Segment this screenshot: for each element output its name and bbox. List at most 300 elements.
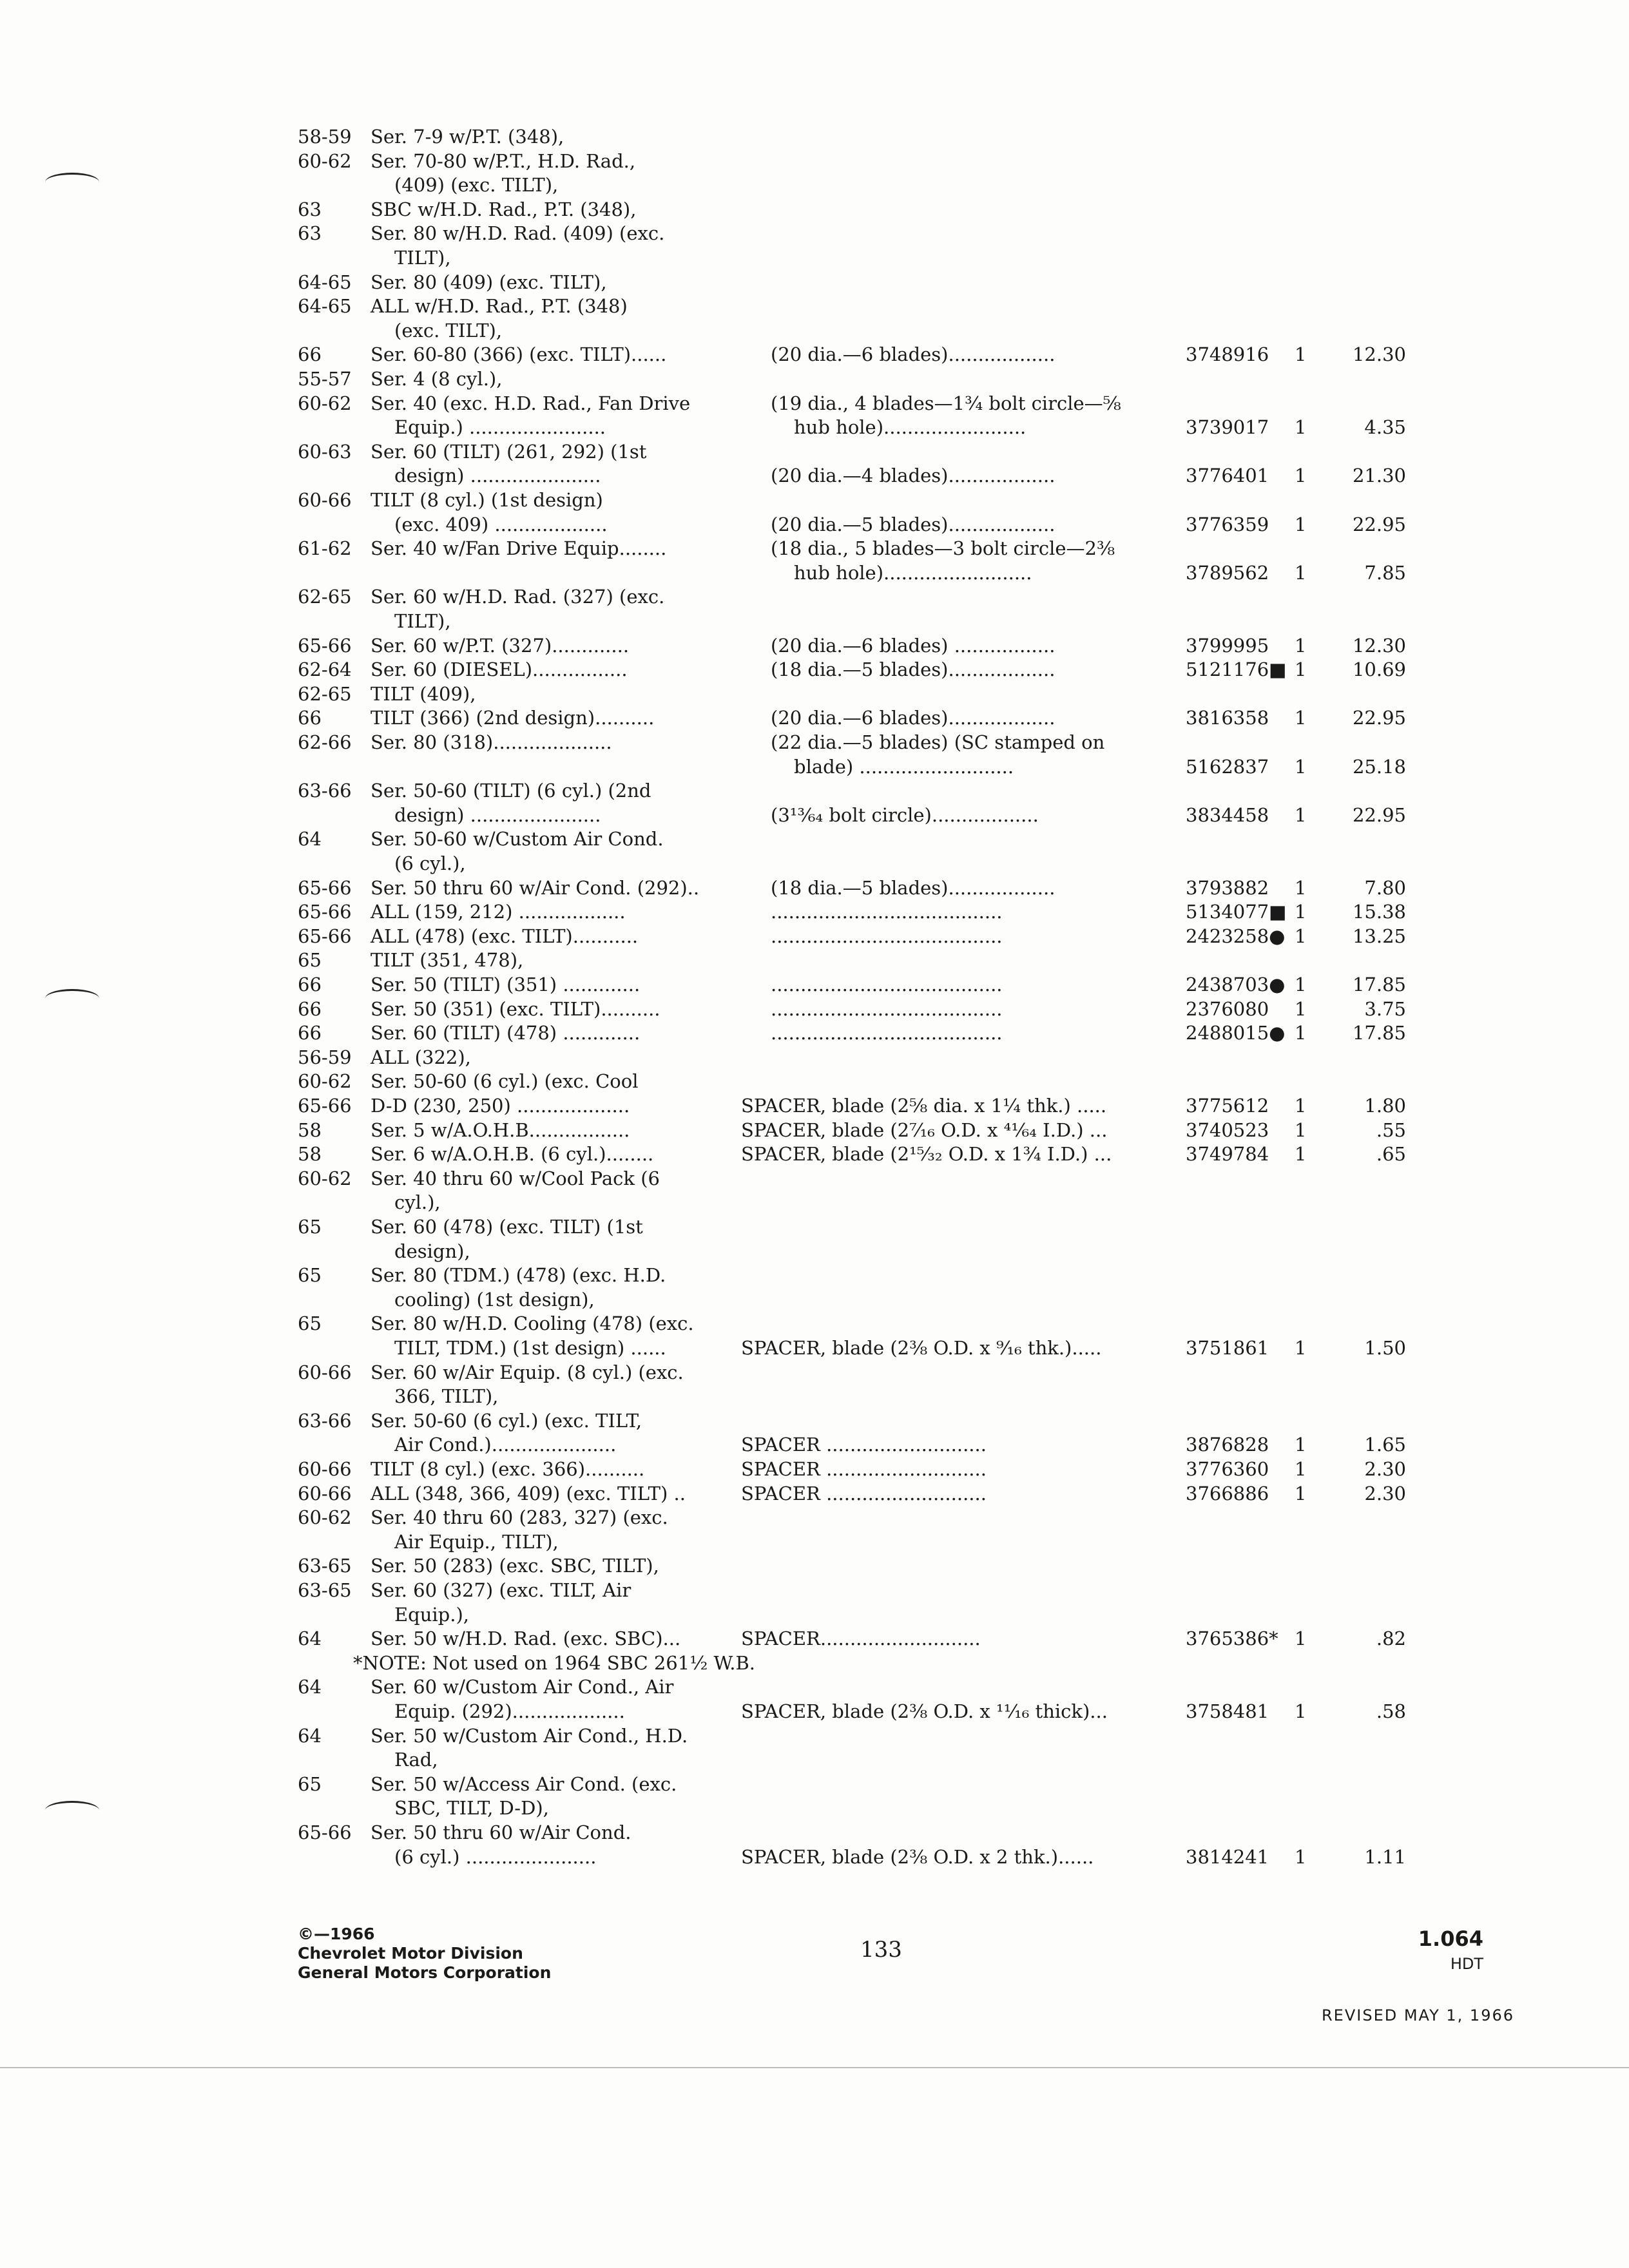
application: Ser. 60 w/P.T. (327).............: [371, 634, 630, 657]
model-years: 60-66: [298, 1361, 352, 1383]
parts-row: [0, 1239, 1629, 1264]
list-price: .58: [1376, 1700, 1406, 1722]
part-number: 2423258●: [1186, 925, 1286, 947]
part-description: SPACER ...........................: [741, 1482, 987, 1504]
list-price: 17.85: [1352, 974, 1406, 995]
parts-row: [0, 1408, 1629, 1433]
quantity: 1: [1295, 343, 1307, 366]
application: (exc. TILT),: [394, 319, 503, 341]
model-years: 65-66: [298, 925, 352, 947]
list-price: 22.95: [1352, 707, 1406, 729]
model-years: 66: [298, 1022, 322, 1044]
parts-row: [0, 1675, 1629, 1699]
part-number: 3834458: [1186, 803, 1269, 826]
application: Ser. 4 (8 cyl.),: [371, 368, 503, 390]
parts-row: [0, 1384, 1629, 1408]
model-years: 65-66: [298, 876, 352, 899]
model-years: 63-66: [298, 1409, 352, 1432]
application: Ser. 50 (351) (exc. TILT)..........: [371, 997, 660, 1020]
part-description: SPACER ...........................: [741, 1434, 987, 1456]
quantity: 1: [1295, 1095, 1307, 1117]
parts-row: [0, 512, 1629, 537]
list-price: 15.38: [1352, 901, 1406, 923]
part-number: 3816358: [1186, 707, 1269, 729]
part-description: blade) ..........................: [794, 755, 1014, 778]
model-years: 58: [298, 1143, 322, 1166]
application: 366, TILT),: [394, 1385, 499, 1408]
parts-row: [0, 245, 1629, 270]
part-number: 2438703●: [1186, 974, 1286, 995]
section-code: HDT: [1450, 1955, 1483, 1973]
quantity: 1: [1295, 561, 1307, 584]
application: Ser. 50-60 (6 cyl.) (exc. TILT,: [371, 1409, 642, 1432]
parts-row: [0, 173, 1629, 197]
model-years: 65: [298, 1773, 322, 1795]
parts-row: [0, 972, 1629, 997]
parts-row: [0, 1336, 1629, 1360]
application: design) ......................: [394, 465, 601, 487]
list-price: 25.18: [1352, 755, 1406, 778]
part-description: .......................................: [771, 974, 1003, 995]
parts-row: [0, 851, 1629, 876]
application: ALL (348, 366, 409) (exc. TILT) ..: [371, 1482, 686, 1504]
list-price: 13.25: [1352, 925, 1406, 947]
parts-row: [0, 415, 1629, 439]
application: Ser. 5 w/A.O.H.B.................: [371, 1119, 630, 1141]
parts-row: [0, 1190, 1629, 1215]
part-description: SPACER...........................: [741, 1628, 981, 1650]
part-number: 3799995: [1186, 634, 1269, 657]
division-name: Chevrolet Motor Division: [298, 1944, 523, 1963]
quantity: 1: [1295, 901, 1307, 923]
application: Ser. 50 w/Access Air Cond. (exc.: [371, 1773, 677, 1795]
parts-row: [0, 682, 1629, 706]
part-description: hub hole).........................: [794, 561, 1032, 584]
part-number: 2488015●: [1186, 1022, 1286, 1044]
parts-row: [0, 1021, 1629, 1045]
application: TILT (409),: [371, 682, 476, 705]
application: design),: [394, 1240, 470, 1262]
model-years: 65-66: [298, 634, 352, 657]
application: cooling) (1st design),: [394, 1288, 595, 1311]
part-description: SPACER, blade (2⅜ O.D. x ¹¹⁄₁₆ thick)...: [741, 1700, 1108, 1722]
parts-row: [0, 1215, 1629, 1239]
parts-row: [0, 439, 1629, 464]
part-description: (20 dia.—6 blades)..................: [771, 343, 1055, 366]
part-description: .......................................: [771, 997, 1003, 1020]
parts-row: [0, 924, 1629, 948]
model-years: 62-65: [298, 586, 352, 608]
quantity: 1: [1295, 1022, 1307, 1044]
model-years: 61-62: [298, 537, 352, 560]
parts-row: [0, 997, 1629, 1021]
copyright: ©—1966: [298, 1925, 375, 1943]
model-years: 65: [298, 1312, 322, 1335]
parts-row: [0, 1118, 1629, 1142]
parts-row: [0, 1820, 1629, 1845]
parts-row: [0, 633, 1629, 658]
parts-row: [0, 827, 1629, 851]
application: Ser. 50-60 (TILT) (6 cyl.) (2nd: [371, 780, 651, 802]
application: Ser. 60 w/H.D. Rad. (327) (exc.: [371, 586, 665, 608]
parts-row: [0, 1772, 1629, 1796]
quantity: 1: [1295, 925, 1307, 947]
application: Ser. 80 (409) (exc. TILT),: [371, 271, 607, 293]
quantity: 1: [1295, 1119, 1307, 1141]
page-bottom-rule: [0, 2067, 1629, 2068]
part-number: 2376080: [1186, 997, 1269, 1020]
model-years: 63: [298, 222, 322, 245]
quantity: 1: [1295, 707, 1307, 729]
model-years: 60-66: [298, 1482, 352, 1504]
list-price: 2.30: [1364, 1458, 1406, 1480]
parts-row: [0, 1093, 1629, 1118]
part-number: 3814241: [1186, 1845, 1269, 1868]
parts-row: [0, 221, 1629, 245]
application: TILT (366) (2nd design)..........: [371, 707, 655, 729]
model-years: 62-65: [298, 682, 352, 705]
model-years: 62-64: [298, 658, 352, 681]
part-description: (22 dia.—5 blades) (SC stamped on: [771, 731, 1105, 753]
application: TILT),: [394, 610, 451, 632]
model-years: 58: [298, 1119, 322, 1141]
model-years: 66: [298, 974, 322, 995]
application: Ser. 50 (TILT) (351) .............: [371, 974, 641, 995]
part-number: 3739017: [1186, 416, 1269, 439]
parts-row: [0, 584, 1629, 609]
model-years: 66: [298, 707, 322, 729]
parts-row: [0, 1699, 1629, 1724]
model-years: 60-62: [298, 392, 352, 414]
part-number: 5162837: [1186, 755, 1269, 778]
list-price: .55: [1376, 1119, 1406, 1141]
part-number: 3876828: [1186, 1434, 1269, 1456]
model-years: 62-66: [298, 731, 352, 753]
model-years: 60-62: [298, 1167, 352, 1189]
parts-row: [0, 1142, 1629, 1166]
revised-date: REVISED MAY 1, 1966: [1322, 2006, 1514, 2024]
parts-row: [0, 1602, 1629, 1627]
parts-row: [0, 270, 1629, 294]
model-years: 63: [298, 198, 322, 220]
list-price: 10.69: [1352, 658, 1406, 681]
part-description: .......................................: [771, 925, 1003, 947]
model-years: 60-66: [298, 489, 352, 511]
model-years: 64-65: [298, 271, 352, 293]
list-price: 2.30: [1364, 1482, 1406, 1504]
parts-row: [0, 197, 1629, 222]
quantity: 1: [1295, 876, 1307, 899]
application: ALL (322),: [371, 1046, 471, 1068]
application: (409) (exc. TILT),: [394, 174, 559, 197]
model-years: 64: [298, 1628, 322, 1650]
model-years: 63-65: [298, 1579, 352, 1601]
parts-row: [0, 367, 1629, 391]
parts-row: [0, 463, 1629, 488]
parts-row: [0, 1045, 1629, 1070]
parts-row: [0, 1505, 1629, 1530]
quantity: 1: [1295, 1434, 1307, 1456]
part-description: (18 dia.—5 blades)..................: [771, 658, 1055, 681]
application: TILT, TDM.) (1st design) ......: [394, 1337, 666, 1359]
application: TILT),: [394, 247, 451, 269]
parts-row: [0, 391, 1629, 416]
application: Rad,: [394, 1749, 438, 1771]
part-number: 3740523: [1186, 1119, 1269, 1141]
parts-row: [0, 948, 1629, 972]
application: ALL (159, 212) ..................: [371, 901, 626, 923]
application: Ser. 60 (327) (exc. TILT, Air: [371, 1579, 631, 1601]
quantity: 1: [1295, 1845, 1307, 1868]
parts-row: [0, 1651, 1629, 1675]
parts-row: [0, 124, 1629, 149]
part-number: 3758481: [1186, 1700, 1269, 1722]
quantity: 1: [1295, 974, 1307, 995]
application: TILT (8 cyl.) (exc. 366)..........: [371, 1458, 645, 1480]
quantity: 1: [1295, 1143, 1307, 1166]
application: Ser. 60 (TILT) (261, 292) (1st: [371, 440, 647, 463]
parts-row: [0, 1457, 1629, 1481]
parts-row: [0, 1069, 1629, 1093]
model-years: 63-66: [298, 780, 352, 802]
parts-row: [0, 1626, 1629, 1651]
model-years: 65-66: [298, 1821, 352, 1843]
parts-row: [0, 488, 1629, 512]
part-description: hub hole)........................: [794, 416, 1027, 439]
application: Ser. 50 thru 60 w/Air Cond.: [371, 1821, 631, 1843]
quantity: 1: [1295, 1628, 1307, 1650]
page-number: 133: [860, 1937, 902, 1963]
part-number: 3751861: [1186, 1337, 1269, 1359]
part-description: SPACER ...........................: [741, 1458, 987, 1480]
list-price: 12.30: [1352, 343, 1406, 366]
application: Ser. 60 w/Air Equip. (8 cyl.) (exc.: [371, 1361, 684, 1383]
model-years: 64-65: [298, 295, 352, 318]
part-description: (18 dia., 5 blades—3 bolt circle—2⅜: [771, 537, 1115, 560]
model-years: 56-59: [298, 1046, 352, 1068]
list-price: .65: [1376, 1143, 1406, 1166]
model-years: 60-62: [298, 149, 352, 172]
list-price: 7.85: [1364, 561, 1406, 584]
part-description: (20 dia.—6 blades) .................: [771, 634, 1055, 657]
parts-row: [0, 1796, 1629, 1820]
application: SBC, TILT, D-D),: [394, 1797, 549, 1820]
part-description: (20 dia.—6 blades)..................: [771, 707, 1055, 729]
application: (6 cyl.),: [394, 852, 466, 874]
application: Equip. (292)...................: [394, 1700, 625, 1722]
list-price: 1.65: [1364, 1434, 1406, 1456]
application: (exc. 409) ...................: [394, 513, 608, 535]
application: Ser. 40 (exc. H.D. Rad., Fan Drive: [371, 392, 691, 414]
application: Ser. 40 thru 60 w/Cool Pack (6: [371, 1167, 660, 1189]
model-years: 65: [298, 1264, 322, 1287]
model-years: 66: [298, 997, 322, 1020]
part-description: SPACER, blade (2⅝ dia. x 1¼ thk.) .....: [741, 1095, 1107, 1117]
model-years: 60-63: [298, 440, 352, 463]
application: Ser. 40 thru 60 (283, 327) (exc.: [371, 1506, 668, 1529]
part-number: 3776401: [1186, 465, 1269, 487]
application: Ser. 50 (283) (exc. SBC, TILT),: [371, 1555, 659, 1577]
quantity: 1: [1295, 803, 1307, 826]
quantity: 1: [1295, 755, 1307, 778]
part-description: .......................................: [771, 1022, 1003, 1044]
application: Equip.) .......................: [394, 416, 606, 439]
quantity: 1: [1295, 465, 1307, 487]
parts-row: [0, 1263, 1629, 1287]
application: Ser. 50 w/H.D. Rad. (exc. SBC)...: [371, 1628, 681, 1650]
application: Ser. 50-60 (6 cyl.) (exc. Cool: [371, 1070, 639, 1093]
application: (6 cyl.) ......................: [394, 1845, 597, 1868]
model-years: 64: [298, 828, 322, 850]
application: Ser. 7-9 w/P.T. (348),: [371, 126, 564, 148]
part-description: SPACER, blade (2⅜ O.D. x 2 thk.)......: [741, 1845, 1094, 1868]
application: D-D (230, 250) ...................: [371, 1095, 630, 1117]
application: Ser. 60 w/Custom Air Cond., Air: [371, 1676, 674, 1698]
parts-row: [0, 1553, 1629, 1578]
parts-row: [0, 609, 1629, 633]
model-years: 64: [298, 1724, 322, 1747]
parts-row: [0, 1747, 1629, 1772]
application: Ser. 80 w/H.D. Cooling (478) (exc.: [371, 1312, 694, 1335]
application: ALL w/H.D. Rad., P.T. (348): [371, 295, 628, 318]
parts-row: [0, 1360, 1629, 1385]
part-number: 3793882: [1186, 876, 1269, 899]
application: Ser. 50 thru 60 w/Air Cond. (292)..: [371, 876, 700, 899]
part-description: (20 dia.—4 blades)..................: [771, 465, 1055, 487]
quantity: 1: [1295, 1337, 1307, 1359]
model-years: 64: [298, 1676, 322, 1698]
parts-row: [0, 876, 1629, 900]
model-years: 60-62: [298, 1070, 352, 1093]
part-number: 3776360: [1186, 1458, 1269, 1480]
parts-row: [0, 706, 1629, 730]
part-description: (19 dia., 4 blades—1¾ bolt circle—⅝: [771, 392, 1121, 414]
quantity: 1: [1295, 658, 1307, 681]
application: design) ......................: [394, 803, 601, 826]
list-price: 7.80: [1364, 876, 1406, 899]
parts-row: [0, 730, 1629, 754]
application: Ser. 80 (318)....................: [371, 731, 612, 753]
model-years: 58-59: [298, 126, 352, 148]
application: Ser. 60-80 (366) (exc. TILT)......: [371, 343, 667, 366]
list-price: 22.95: [1352, 513, 1406, 535]
part-description: (3¹³⁄₆₄ bolt circle)..................: [771, 803, 1039, 826]
application: Ser. 70-80 w/P.T., H.D. Rad.,: [371, 149, 636, 172]
application: cyl.),: [394, 1191, 441, 1214]
parts-row: [0, 754, 1629, 779]
list-price: 3.75: [1364, 997, 1406, 1020]
application: Ser. 60 (DIESEL)................: [371, 658, 628, 681]
quantity: 1: [1295, 1458, 1307, 1480]
model-years: 60-66: [298, 1458, 352, 1480]
parts-row: [0, 561, 1629, 585]
application: Ser. 40 w/Fan Drive Equip........: [371, 537, 667, 560]
application: Ser. 80 w/H.D. Rad. (409) (exc.: [371, 222, 665, 245]
list-price: 12.30: [1352, 634, 1406, 657]
corporation-name: General Motors Corporation: [298, 1963, 552, 1982]
part-number: 3789562: [1186, 561, 1269, 584]
part-number: 3765386*: [1186, 1628, 1278, 1650]
parts-row: [0, 1724, 1629, 1748]
part-description: SPACER, blade (2⅜ O.D. x ⁹⁄₁₆ thk.).....: [741, 1337, 1102, 1359]
parts-row: [0, 1578, 1629, 1602]
application: TILT (8 cyl.) (1st design): [371, 489, 603, 511]
list-price: 1.80: [1364, 1095, 1406, 1117]
list-price: 17.85: [1352, 1022, 1406, 1044]
model-years: 60-62: [298, 1506, 352, 1529]
parts-row: [0, 1311, 1629, 1336]
model-years: 65-66: [298, 1095, 352, 1117]
list-price: 21.30: [1352, 465, 1406, 487]
list-price: 22.95: [1352, 803, 1406, 826]
quantity: 1: [1295, 1482, 1307, 1504]
model-years: 65: [298, 949, 322, 972]
part-number: 5134077■: [1186, 901, 1287, 923]
part-description: SPACER, blade (2⁷⁄₁₆ O.D. x ⁴¹⁄₆₄ I.D.) ...: [741, 1119, 1108, 1141]
parts-row: [0, 1481, 1629, 1506]
list-price: 1.11: [1364, 1845, 1406, 1868]
part-description: .......................................: [771, 901, 1003, 923]
parts-row: [0, 342, 1629, 367]
quantity: 1: [1295, 1700, 1307, 1722]
model-years: 63-65: [298, 1555, 352, 1577]
parts-row: [0, 149, 1629, 173]
application: Equip.),: [394, 1603, 469, 1626]
list-price: 4.35: [1364, 416, 1406, 439]
application: TILT (351, 478),: [371, 949, 524, 972]
footnote: *NOTE: Not used on 1964 SBC 261½ W.B.: [353, 1651, 756, 1674]
quantity: 1: [1295, 997, 1307, 1020]
part-description: (20 dia.—5 blades)..................: [771, 513, 1055, 535]
parts-row: [0, 1845, 1629, 1869]
quantity: 1: [1295, 513, 1307, 535]
parts-row: [0, 803, 1629, 827]
application: Air Equip., TILT),: [394, 1530, 559, 1553]
model-years: 65-66: [298, 901, 352, 923]
application: Ser. 50 w/Custom Air Cond., H.D.: [371, 1724, 688, 1747]
parts-row: [0, 1432, 1629, 1457]
application: Ser. 6 w/A.O.H.B. (6 cyl.)........: [371, 1143, 654, 1166]
quantity: 1: [1295, 416, 1307, 439]
part-number: 3776359: [1186, 513, 1269, 535]
part-number: 3775612: [1186, 1095, 1269, 1117]
part-number: 5121176■: [1186, 658, 1287, 681]
part-number: 3749784: [1186, 1143, 1269, 1166]
parts-row: [0, 778, 1629, 803]
application: Ser. 80 (TDM.) (478) (exc. H.D.: [371, 1264, 666, 1287]
parts-row: [0, 536, 1629, 561]
application: ALL (478) (exc. TILT)...........: [371, 925, 639, 947]
application: Ser. 50-60 w/Custom Air Cond.: [371, 828, 664, 850]
model-years: 66: [298, 343, 322, 366]
model-years: 55-57: [298, 368, 352, 390]
application: SBC w/H.D. Rad., P.T. (348),: [371, 198, 637, 220]
quantity: 1: [1295, 634, 1307, 657]
part-description: SPACER, blade (2¹⁵⁄₃₂ O.D. x 1¾ I.D.) ...: [741, 1143, 1112, 1166]
part-number: 3748916: [1186, 343, 1269, 366]
application: Ser. 60 (478) (exc. TILT) (1st: [371, 1216, 643, 1238]
parts-row: [0, 1530, 1629, 1554]
parts-row: [0, 1287, 1629, 1312]
part-number: 3766886: [1186, 1482, 1269, 1504]
list-price: 1.50: [1364, 1337, 1406, 1359]
application: Ser. 60 (TILT) (478) .............: [371, 1022, 641, 1044]
list-price: .82: [1376, 1628, 1406, 1650]
part-description: (18 dia.—5 blades)..................: [771, 876, 1055, 899]
section-number: 1.064: [1418, 1927, 1483, 1951]
parts-row: [0, 318, 1629, 343]
parts-row: [0, 294, 1629, 318]
